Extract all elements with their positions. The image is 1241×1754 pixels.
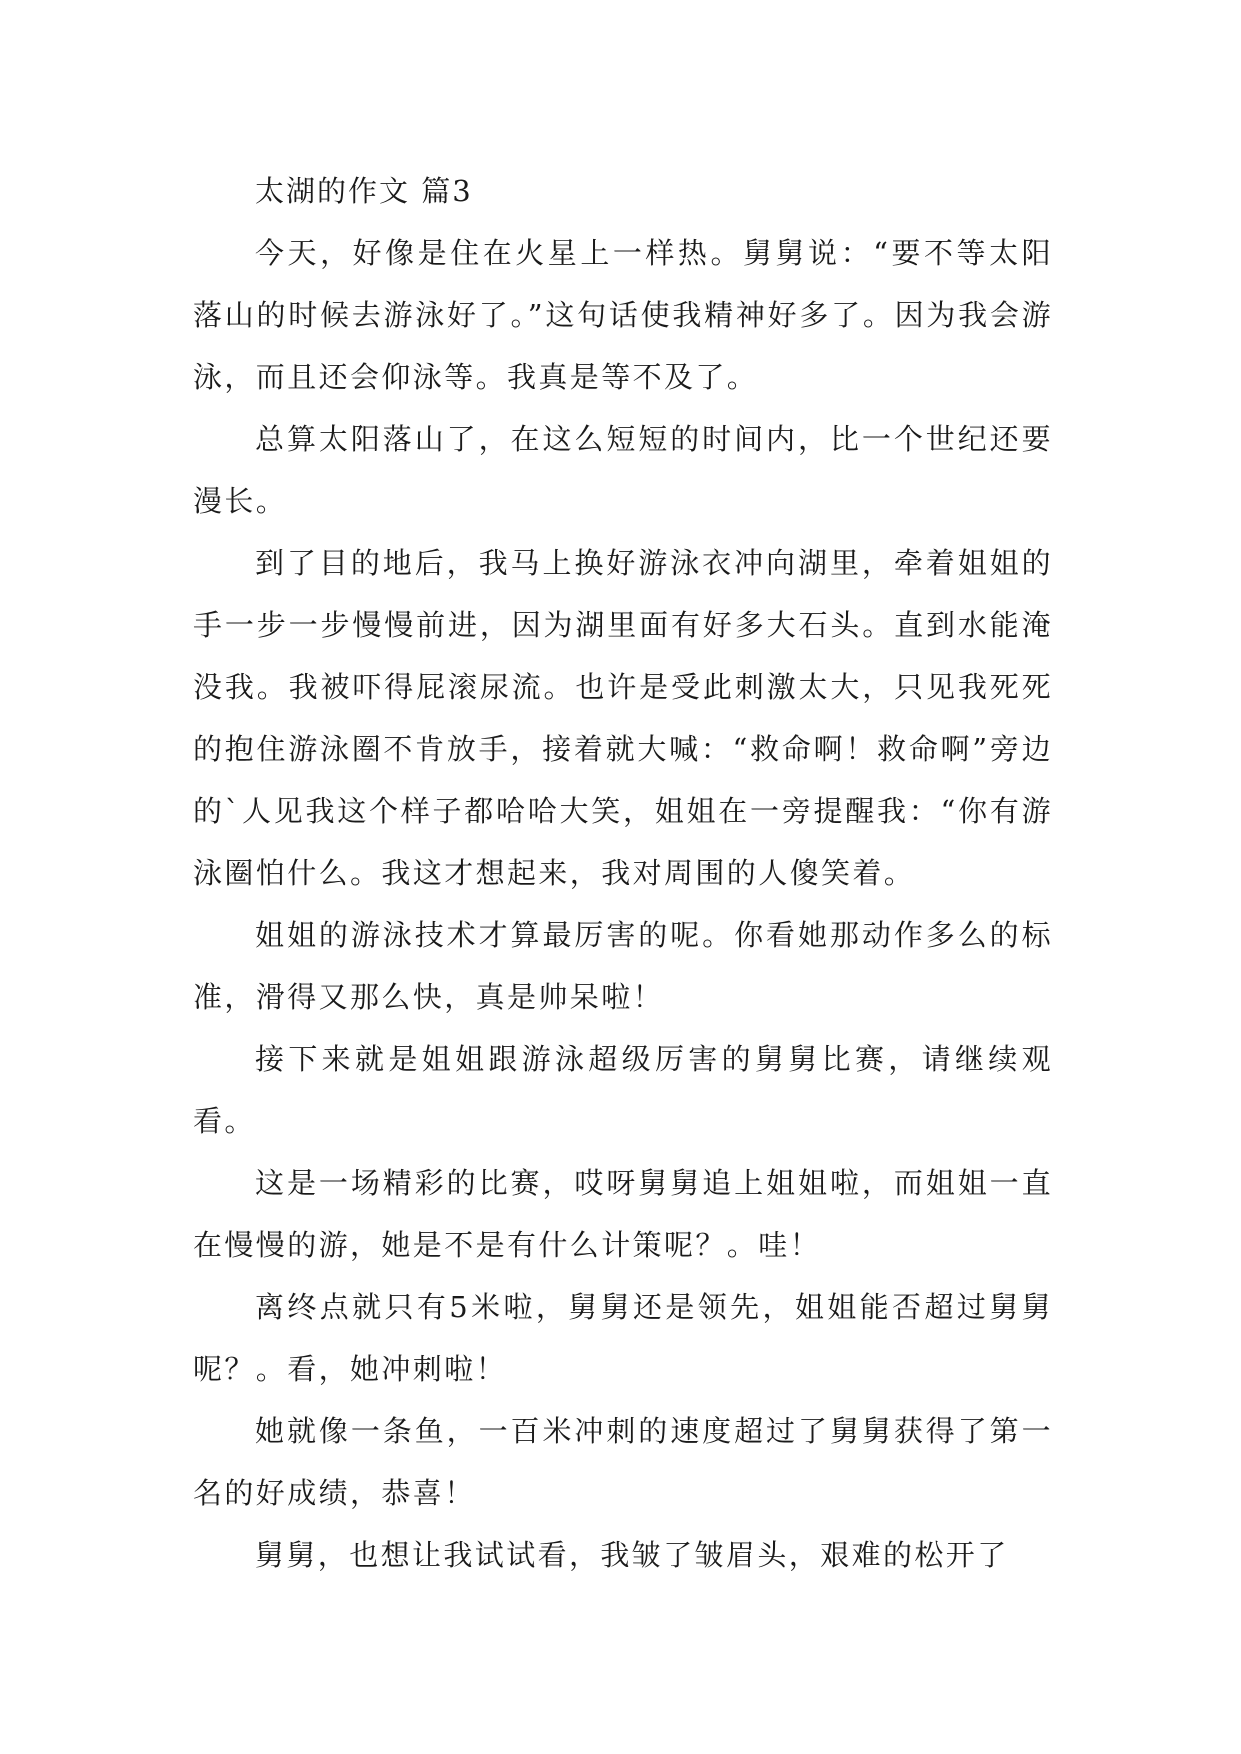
- paragraph-3: 到了目的地后，我马上换好游泳衣冲向湖里，牵着姐姐的手一步一步慢慢前进，因为湖里面有好多大石头。直到水能淹没我。我被吓得屁滚尿流。也许是受此刺激太大，只见我死死的抱住游泳圈不肯放手，接着就大喊：“救命啊！救命啊”旁边的`人见我这个样子都哈哈大笑，姐姐在一旁提醒我：“你有游泳圈怕什么。我这才想起来，我对周围的人傻笑着。: [193, 546, 1053, 890]
- paragraph-2: 总算太阳落山了，在这么短短的时间内，比一个世纪还要漫长。: [193, 422, 1053, 518]
- paragraph-6: 这是一场精彩的比赛，哎呀舅舅追上姐姐啦，而姐姐一直在慢慢的游，她是不是有什么计策呢？。哇！: [193, 1166, 1053, 1262]
- paragraph-7: 离终点就只有5米啦，舅舅还是领先，姐姐能否超过舅舅呢？。看，她冲刺啦！: [193, 1290, 1053, 1386]
- paragraph-9: 舅舅，也想让我试试看，我皱了皱眉头，艰难的松开了: [255, 1538, 1009, 1572]
- paragraph-8: 她就像一条鱼，一百米冲刺的速度超过了舅舅获得了第一名的好成绩，恭喜！: [193, 1414, 1053, 1510]
- paragraph-1: 今天，好像是住在火星上一样热。舅舅说：“要不等太阳落山的时候去游泳好了。”这句话使我精神好多了。因为我会游泳，而且还会仰泳等。我真是等不及了。: [193, 236, 1053, 394]
- document-body: [193, 160, 1053, 1586]
- essay-title: 太湖的作文 篇3: [255, 174, 473, 208]
- paragraph-4: 姐姐的游泳技术才算最厉害的呢。你看她那动作多么的标准，滑得又那么快，真是帅呆啦！: [193, 918, 1053, 1014]
- paragraph-5: 接下来就是姐姐跟游泳超级厉害的舅舅比赛，请继续观看。: [193, 1042, 1053, 1138]
